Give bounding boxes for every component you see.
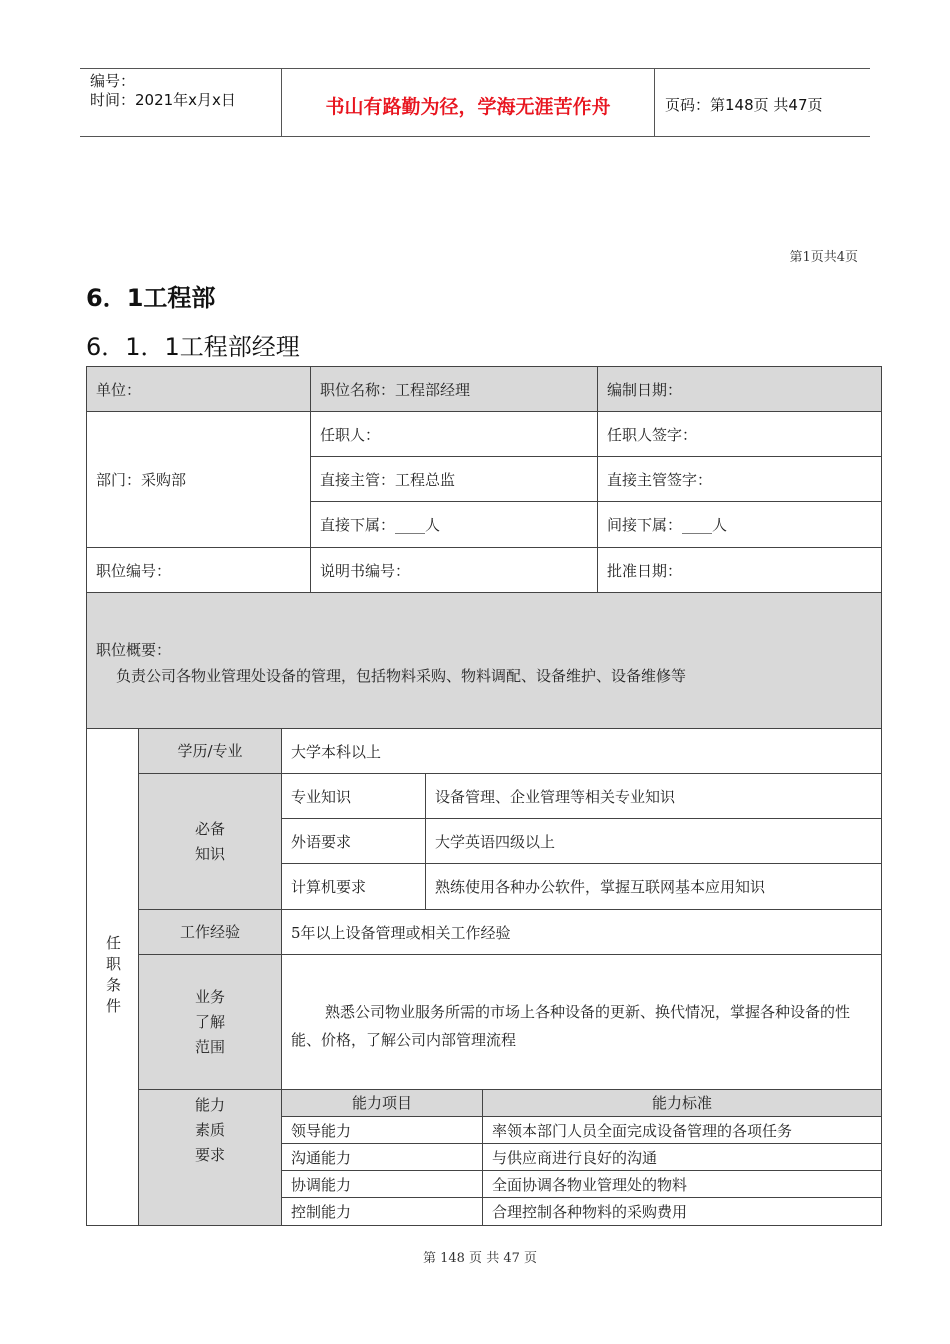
ability-header-item: 能力项目	[281, 1089, 483, 1117]
spec-no-cell: 说明书编号：	[310, 547, 598, 593]
knowledge-name-cell: 计算机要求	[281, 863, 426, 910]
ability-standard-cell: 率领本部门人员全面完成设备管理的各项任务	[482, 1116, 882, 1144]
subsection-title: 6．1．1工程部经理	[86, 333, 300, 361]
doc-page-note: 第1页共4页	[789, 250, 858, 265]
ability-header-standard: 能力标准	[482, 1089, 882, 1117]
incumbent-cell: 任职人：	[310, 411, 598, 457]
section-title: 6．1工程部	[86, 284, 216, 312]
header-divider	[654, 68, 655, 136]
qualifications-label-cell	[86, 728, 139, 1226]
direct-subordinates-cell: 直接下属：____人	[310, 501, 598, 548]
overview-text: 负责公司各物业管理处设备的管理，包括物料采购、物料调配、设备维护、设备维修等	[116, 667, 687, 685]
ability-standard-cell: 与供应商进行良好的沟通	[482, 1143, 882, 1171]
ability-item-cell: 协调能力	[281, 1170, 483, 1198]
ability-standard-cell: 合理控制各种物料的采购费用	[482, 1197, 882, 1226]
approval-date-cell: 批准日期：	[597, 547, 882, 593]
knowledge-value-cell: 大学英语四级以上	[425, 818, 882, 864]
header-page-code: 页码：第148页 共47页	[665, 96, 823, 114]
position-no-cell: 职位编号：	[86, 547, 311, 593]
position-name-cell: 职位名称：工程部经理	[310, 366, 598, 412]
overview-cell	[86, 592, 882, 729]
business-value-cell: 熟悉公司物业服务所需的市场上各种设备的更新、换代情况，掌握各种设备的性能、价格，了解公司内部管理流程	[281, 954, 882, 1090]
ability-standard-cell: 全面协调各物业管理处的物料	[482, 1170, 882, 1198]
ability-label-cell: 能力素质要求	[138, 1089, 282, 1226]
knowledge-value-cell: 熟练使用各种办公软件，掌握互联网基本应用知识	[425, 863, 882, 910]
header-motto: 书山有路勤为径，学海无涯苦作舟	[325, 96, 611, 118]
unit-cell: 单位：	[86, 366, 311, 412]
knowledge-label-cell: 必备知识	[138, 773, 282, 910]
overview-label: 职位概要：	[96, 641, 172, 659]
header-top-rule	[80, 68, 870, 69]
business-label-cell: 业务了解范围	[138, 954, 282, 1090]
knowledge-name-cell: 外语要求	[281, 818, 426, 864]
experience-value-cell: 5年以上设备管理或相关工作经验	[281, 909, 882, 955]
education-label-cell: 学历/专业	[138, 728, 282, 774]
department-cell: 部门：采购部	[86, 411, 311, 548]
ability-item-cell: 沟通能力	[281, 1143, 483, 1171]
experience-label-cell: 工作经验	[138, 909, 282, 955]
supervisor-sign-cell: 直接主管签字：	[597, 456, 882, 502]
header-bottom-rule	[80, 136, 870, 137]
header-code: 编号：	[90, 72, 136, 90]
header-time: 时间：2021年x月x日	[90, 91, 236, 109]
compile-date-cell: 编制日期：	[597, 366, 882, 412]
page-footer: 第 148 页 共 47 页	[422, 1251, 538, 1266]
incumbent-sign-cell: 任职人签字：	[597, 411, 882, 457]
direct-supervisor-cell: 直接主管：工程总监	[310, 456, 598, 502]
qualifications-label: 任职条件	[104, 935, 122, 1019]
ability-item-cell: 领导能力	[281, 1116, 483, 1144]
knowledge-value-cell: 设备管理、企业管理等相关专业知识	[425, 773, 882, 819]
ability-item-cell: 控制能力	[281, 1197, 483, 1226]
education-value-cell: 大学本科以上	[281, 728, 882, 774]
indirect-subordinates-cell: 间接下属：____人	[597, 501, 882, 548]
knowledge-name-cell: 专业知识	[281, 773, 426, 819]
